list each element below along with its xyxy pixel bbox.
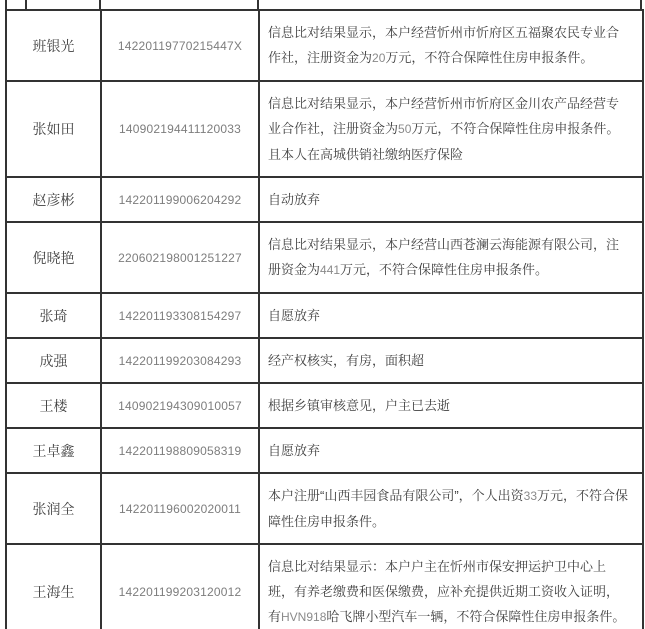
remark-text-segment: 万元，不符合保障性住房申报条件。且本人在高城供销社缴纳医疗保险 [268, 121, 620, 162]
remark-text-segment: 万元，不符合保障性住房申报条件。 [385, 50, 594, 65]
review-remark-cell [259, 177, 643, 222]
table-row [6, 177, 643, 222]
remark-text-segment: 信息比对结果显示，本户经营山西苍澜云海能源有限公司，注册资金为 [268, 237, 620, 277]
applicant-name-cell: 倪晓艳 [6, 222, 101, 293]
table-row [6, 222, 643, 293]
remark-text-segment: 万元，不符合保障性住房申报条件。 [268, 488, 629, 529]
review-remark-cell [259, 293, 643, 338]
table-row [6, 544, 643, 629]
remark-number-segment: 50 [398, 122, 412, 136]
table-row [6, 81, 643, 177]
id-number-cell: 142201198809058319 [101, 428, 259, 473]
remark-number-segment: 33 [523, 489, 538, 503]
table-row [6, 383, 643, 428]
applicant-name-cell: 成强 [6, 338, 101, 383]
remark-text-segment: 哈飞牌小型汽车一辆，不符合保障性住房申报条件。 [326, 609, 626, 624]
remark-text-segment: 万元，不符合保障性住房申报条件。 [340, 262, 549, 277]
table-body [6, 10, 643, 629]
table-row [6, 428, 643, 473]
review-remark-cell [259, 473, 643, 544]
id-number-cell: 14220119770215447X [101, 10, 259, 81]
remark-text-segment: 经产权核实，有房，面积超 [268, 353, 425, 368]
review-remark-cell [259, 383, 643, 428]
applicant-name-cell: 王海生 [6, 544, 101, 629]
remark-text-segment: 信息比对结果显示，本户经营忻州市忻府区金川农产品经营专业合作社，注册资金为 [268, 96, 620, 136]
table-row [6, 293, 643, 338]
table-border-segment [25, 0, 27, 9]
applicant-name-cell: 王卓鑫 [6, 428, 101, 473]
table-border-segment [257, 0, 259, 9]
id-number-cell: 142201199006204292 [101, 177, 259, 222]
partial-row-top [0, 0, 645, 9]
applicant-name-cell: 张琦 [6, 293, 101, 338]
remark-number-segment: 20 [372, 51, 386, 65]
table-border-segment [640, 0, 642, 9]
review-remark-cell [259, 81, 643, 177]
applicant-name-cell: 赵彦彬 [6, 177, 101, 222]
table-row [6, 10, 643, 81]
remark-text-segment: 根据乡镇审核意见，户主已去逝 [268, 398, 451, 413]
id-number-cell: 142201196002020011 [101, 473, 259, 544]
review-remark-cell [259, 544, 643, 629]
review-result-table [5, 9, 644, 629]
remark-text-segment: 信息比对结果显示：本户户主在忻州市保安押运护卫中心上班，有养老缴费和医保缴费，应补充提供近期工资收入证明，有 [268, 559, 620, 624]
applicant-name-cell: 张如田 [6, 81, 101, 177]
id-number-cell: 142201199203084293 [101, 338, 259, 383]
remark-text-segment: 自动放弃 [268, 192, 321, 207]
review-remark-cell [259, 10, 643, 81]
remark-text-segment: 本户注册“山西丰园食品有限公司”，个人出资 [268, 488, 524, 503]
review-remark-cell [259, 338, 643, 383]
remark-text-segment: 自愿放弃 [268, 443, 321, 458]
review-remark-cell [259, 222, 643, 293]
remark-text-segment: 信息比对结果显示，本户经营忻州市忻府区五福聚农民专业合作社，注册资金为 [268, 25, 620, 65]
table-row [6, 338, 643, 383]
id-number-cell: 142201193308154297 [101, 293, 259, 338]
remark-number-segment: 441 [320, 263, 341, 277]
applicant-name-cell: 王楼 [6, 383, 101, 428]
table-border-segment [99, 0, 101, 9]
table-row [6, 473, 643, 544]
id-number-cell: 140902194309010057 [101, 383, 259, 428]
remark-number-segment: HVN918 [281, 610, 327, 624]
review-remark-cell [259, 428, 643, 473]
id-number-cell: 140902194411120033 [101, 81, 259, 177]
remark-text-segment: 自愿放弃 [268, 308, 321, 323]
applicant-name-cell: 班银光 [6, 10, 101, 81]
id-number-cell: 142201199203120012 [101, 544, 259, 629]
applicant-name-cell: 张润全 [6, 473, 101, 544]
table-border-segment [5, 0, 7, 9]
id-number-cell: 220602198001251227 [101, 222, 259, 293]
